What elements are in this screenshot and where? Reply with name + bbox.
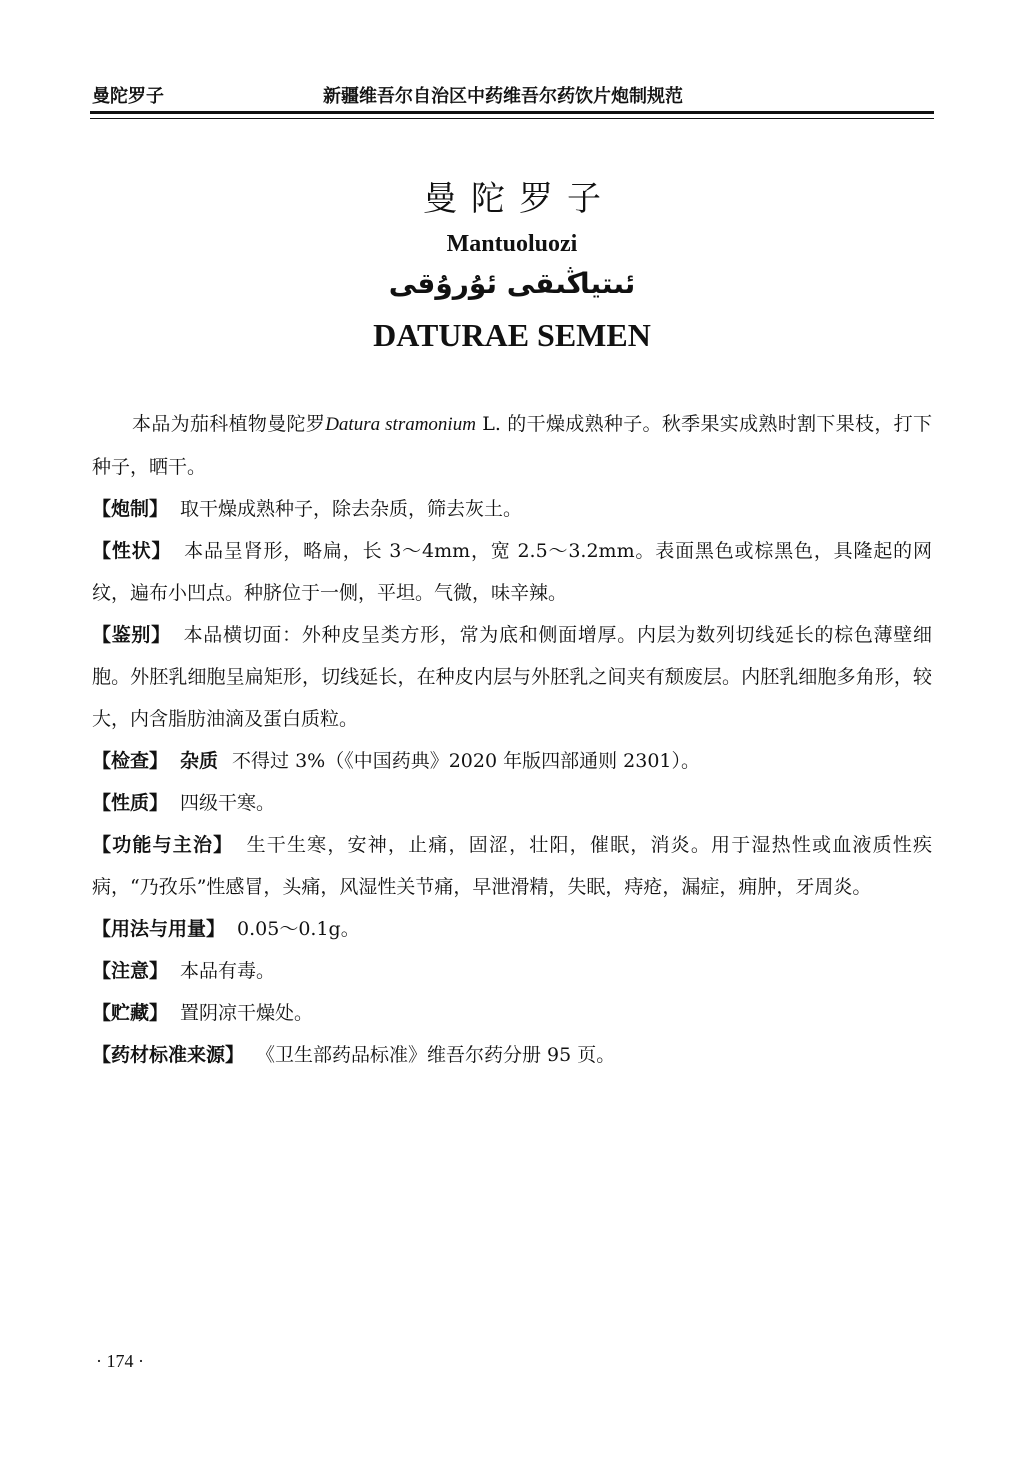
section-yongfa [92,908,932,950]
section-label: 【炮制】 [92,498,169,520]
intro-text-b: L. 的干燥成熟种子。秋季果实成熟时割下果枝，打下种子，晒干。 [92,413,932,478]
entry-title-uyghur: ئىتياڭىقى ئۇرۇقى [388,267,636,300]
section-xingzhuang [92,530,932,614]
section-label: 【性质】 [92,792,169,814]
section-label: 【药材标准来源】 [92,1044,245,1066]
header-rule-thin [90,118,934,119]
running-header-title: 新疆维吾尔自治区中药维吾尔药饮片炮制规范 [323,86,683,107]
section-label: 【注意】 [92,960,169,982]
entry-title-chinese: 曼陀罗子 [423,179,615,219]
section-text: 本品横切面：外种皮呈类方形，常为底和侧面增厚。内层为数列切线延长的棕色薄壁细胞。外胚乳细胞呈扁矩形，切线延长，在种皮内层与外胚乳之间夹有颓废层。内胚乳细胞多角形，较大，内含脂肪油滴及蛋白质粒。 [92,624,932,730]
section-paozhi [92,488,932,530]
entry-body [92,403,932,1076]
section-label: 【用法与用量】 [92,918,226,940]
section-sub-label: 杂质 [180,750,219,772]
page-number: · 174 · [96,1351,144,1371]
intro-paragraph [92,403,932,488]
section-text: 置阴凉干燥处。 [180,1002,314,1024]
section-label: 【性状】 [92,540,172,562]
section-xingzhi [92,782,932,824]
section-laiyuan [92,1034,932,1076]
section-label: 【贮藏】 [92,1002,169,1024]
section-text: 本品呈肾形，略扁，长 3～4mm，宽 2.5～3.2mm。表面黑色或棕黑色，具隆起的网纹，遍布小凹点。种脐位于一侧，平坦。气微，味辛辣。 [92,540,932,604]
section-jianbie [92,614,932,740]
section-label: 【检查】 [92,750,169,772]
section-text: 0.05～0.1g。 [237,918,360,940]
section-text: 《卫生部药品标准》维吾尔药分册 95 页。 [256,1044,616,1066]
section-gongneng [92,824,932,908]
section-text: 生干生寒，安神，止痛，固涩，壮阳，催眠，消炎。用于湿热性或血液质性疾病，“乃孜乐”性感冒，头痛，风湿性关节痛，早泄滑精，失眠，痔疮，漏症，痈肿，牙周炎。 [92,834,932,898]
section-text: 不得过 3%（《中国药典》2020 年版四部通则 2301）。 [232,750,701,772]
entry-title-latin: DATURAE SEMEN [373,317,651,353]
section-text: 四级干寒。 [180,792,276,814]
intro-text-a: 本品为茄科植物曼陀罗 [132,413,326,435]
section-zhucang [92,992,932,1034]
running-header-left: 曼陀罗子 [92,86,164,107]
latin-species-name: Datura stramonium [325,414,476,435]
section-zhuyi [92,950,932,992]
header-rule-thick [90,111,934,114]
section-text: 本品有毒。 [180,960,276,982]
section-label: 【功能与主治】 [92,834,234,856]
section-text: 取干燥成熟种子，除去杂质，筛去灰土。 [180,498,523,520]
entry-title-pinyin: Mantuoluozi [446,231,578,257]
section-jiancha [92,740,932,782]
section-label: 【鉴别】 [92,624,171,646]
